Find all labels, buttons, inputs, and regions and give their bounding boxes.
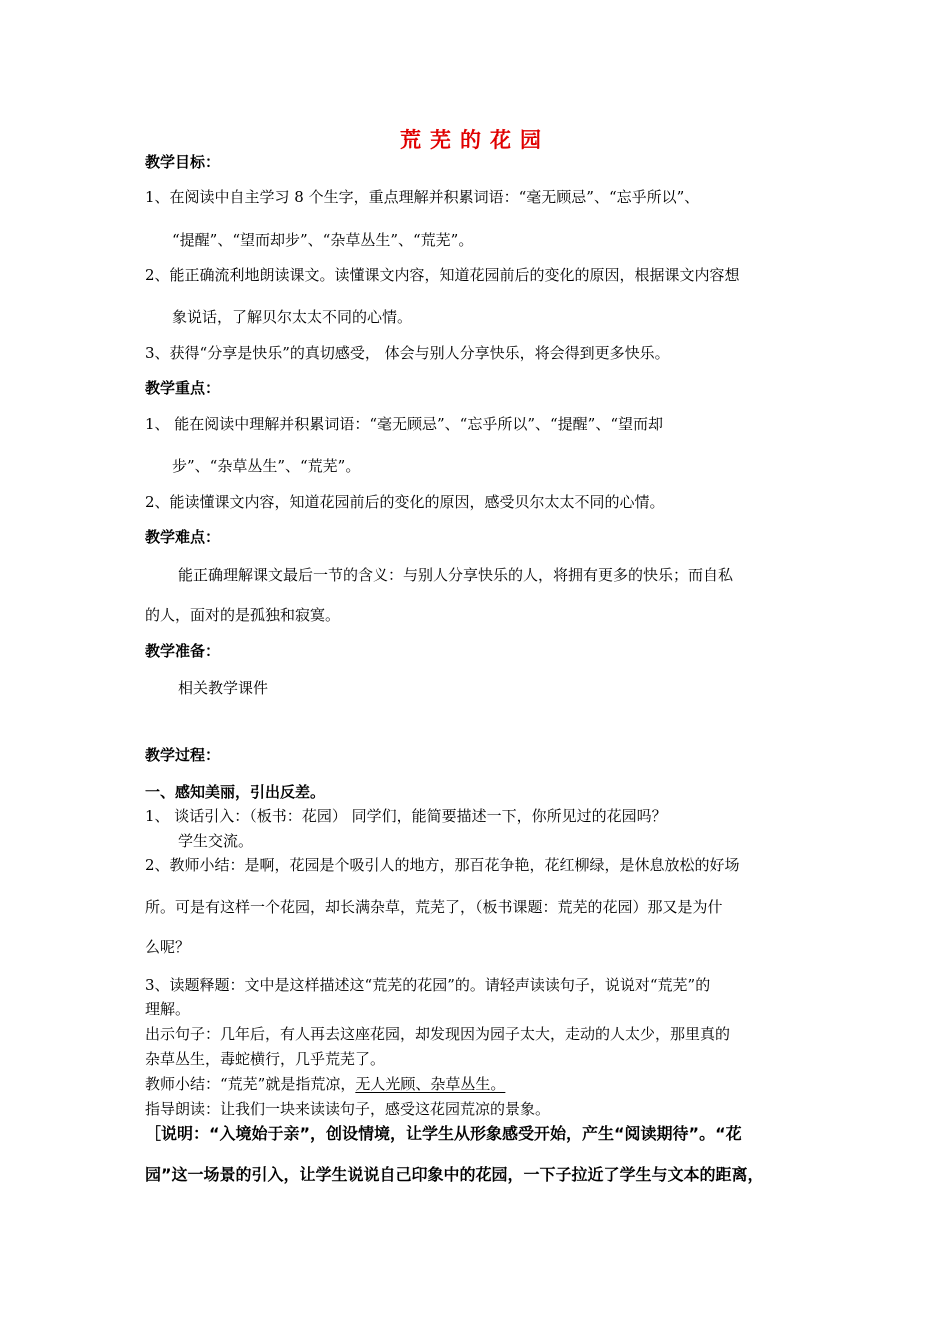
process-item-2-line-3: 么呢？ bbox=[145, 938, 191, 956]
example-sentence-line-2: 杂草丛生，毒蛇横行，几乎荒芜了。 bbox=[145, 1050, 386, 1068]
teacher-summary-text: 教师小结：“荒芜”就是指荒凉， bbox=[145, 1075, 356, 1093]
note-line-2: 园”这一场景的引入，让学生说说自己印象中的花园，一下子拉近了学生与文本的距离， bbox=[145, 1165, 764, 1184]
goal-1-line-2: “提醒”、“望而却步”、“杂草丛生”、“荒芜”。 bbox=[172, 231, 474, 249]
reading-guidance: 指导朗读：让我们一块来读读句子，感受这花园荒凉的景象。 bbox=[145, 1100, 551, 1118]
key-point-1-line-2: 步”、“杂草丛生”、“荒芜”。 bbox=[172, 457, 361, 475]
difficulty-heading: 教学难点： bbox=[145, 528, 221, 546]
prep-heading: 教学准备： bbox=[145, 642, 221, 660]
section-1-heading: 一、感知美丽，引出反差。 bbox=[145, 783, 326, 801]
key-points-heading: 教学重点： bbox=[145, 379, 221, 397]
difficulty-line-2: 的人，面对的是孤独和寂寞。 bbox=[145, 606, 341, 624]
key-point-1-line-1: 1、 能在阅读中理解并积累词语：“毫无顾忌”、“忘乎所以”、“提醒”、“望而却 bbox=[145, 415, 663, 433]
goal-1-line-1: 1、在阅读中自主学习 8 个生字，重点理解并积累词语：“毫无顾忌”、“忘乎所以”、 bbox=[145, 188, 700, 206]
goal-3: 3、获得“分享是快乐”的真切感受， 体会与别人分享快乐，将会得到更多快乐。 bbox=[145, 344, 670, 362]
teacher-summary-underlined: 无人光顾、杂草丛生。 bbox=[355, 1075, 506, 1093]
prep-text: 相关教学课件 bbox=[178, 679, 269, 697]
example-sentence-line-1: 出示句子：几年后，有人再去这座花园，却发现因为园子太大，走动的人太少，那里真的 bbox=[145, 1025, 731, 1043]
goal-2-line-2: 象说话，了解贝尔太太不同的心情。 bbox=[172, 308, 413, 326]
process-item-2-line-2: 所。可是有这样一个花园，却长满杂草，荒芜了，（板书课题：荒芜的花园）那又是为什 bbox=[145, 898, 723, 916]
goal-2-line-1: 2、能正确流利地朗读课文。读懂课文内容，知道花园前后的变化的原因，根据课文内容想 bbox=[145, 266, 740, 284]
process-item-3-line-2: 理解。 bbox=[145, 1000, 191, 1018]
process-heading: 教学过程： bbox=[145, 746, 221, 764]
process-item-1-sub: 学生交流。 bbox=[178, 832, 254, 850]
goals-heading: 教学目标： bbox=[145, 153, 221, 171]
process-item-2-line-1: 2、教师小结：是啊，花园是个吸引人的地方，那百花争艳，花红柳绿，是休息放松的好场 bbox=[145, 856, 740, 874]
difficulty-line-1: 能正确理解课文最后一节的含义：与别人分享快乐的人，将拥有更多的快乐；而自私 bbox=[178, 566, 734, 584]
note-line-1: ［说明：“入境始于亲”，创设情境，让学生从形象感受开始，产生“阅读期待”。“花 bbox=[145, 1124, 742, 1143]
key-point-2: 2、能读懂课文内容，知道花园前后的变化的原因，感受贝尔太太不同的心情。 bbox=[145, 493, 665, 511]
teacher-summary bbox=[145, 1074, 505, 1094]
process-item-3-line-1: 3、读题释题：文中是这样描述这“荒芜的花园”的。请轻声读读句子，说说对“荒芜”的 bbox=[145, 976, 711, 994]
process-item-1: 1、 谈话引入：（板书：花园） 同学们，能简要描述一下，你所见过的花园吗？ bbox=[145, 807, 667, 825]
document-title: 荒芜的花园 bbox=[400, 128, 550, 152]
